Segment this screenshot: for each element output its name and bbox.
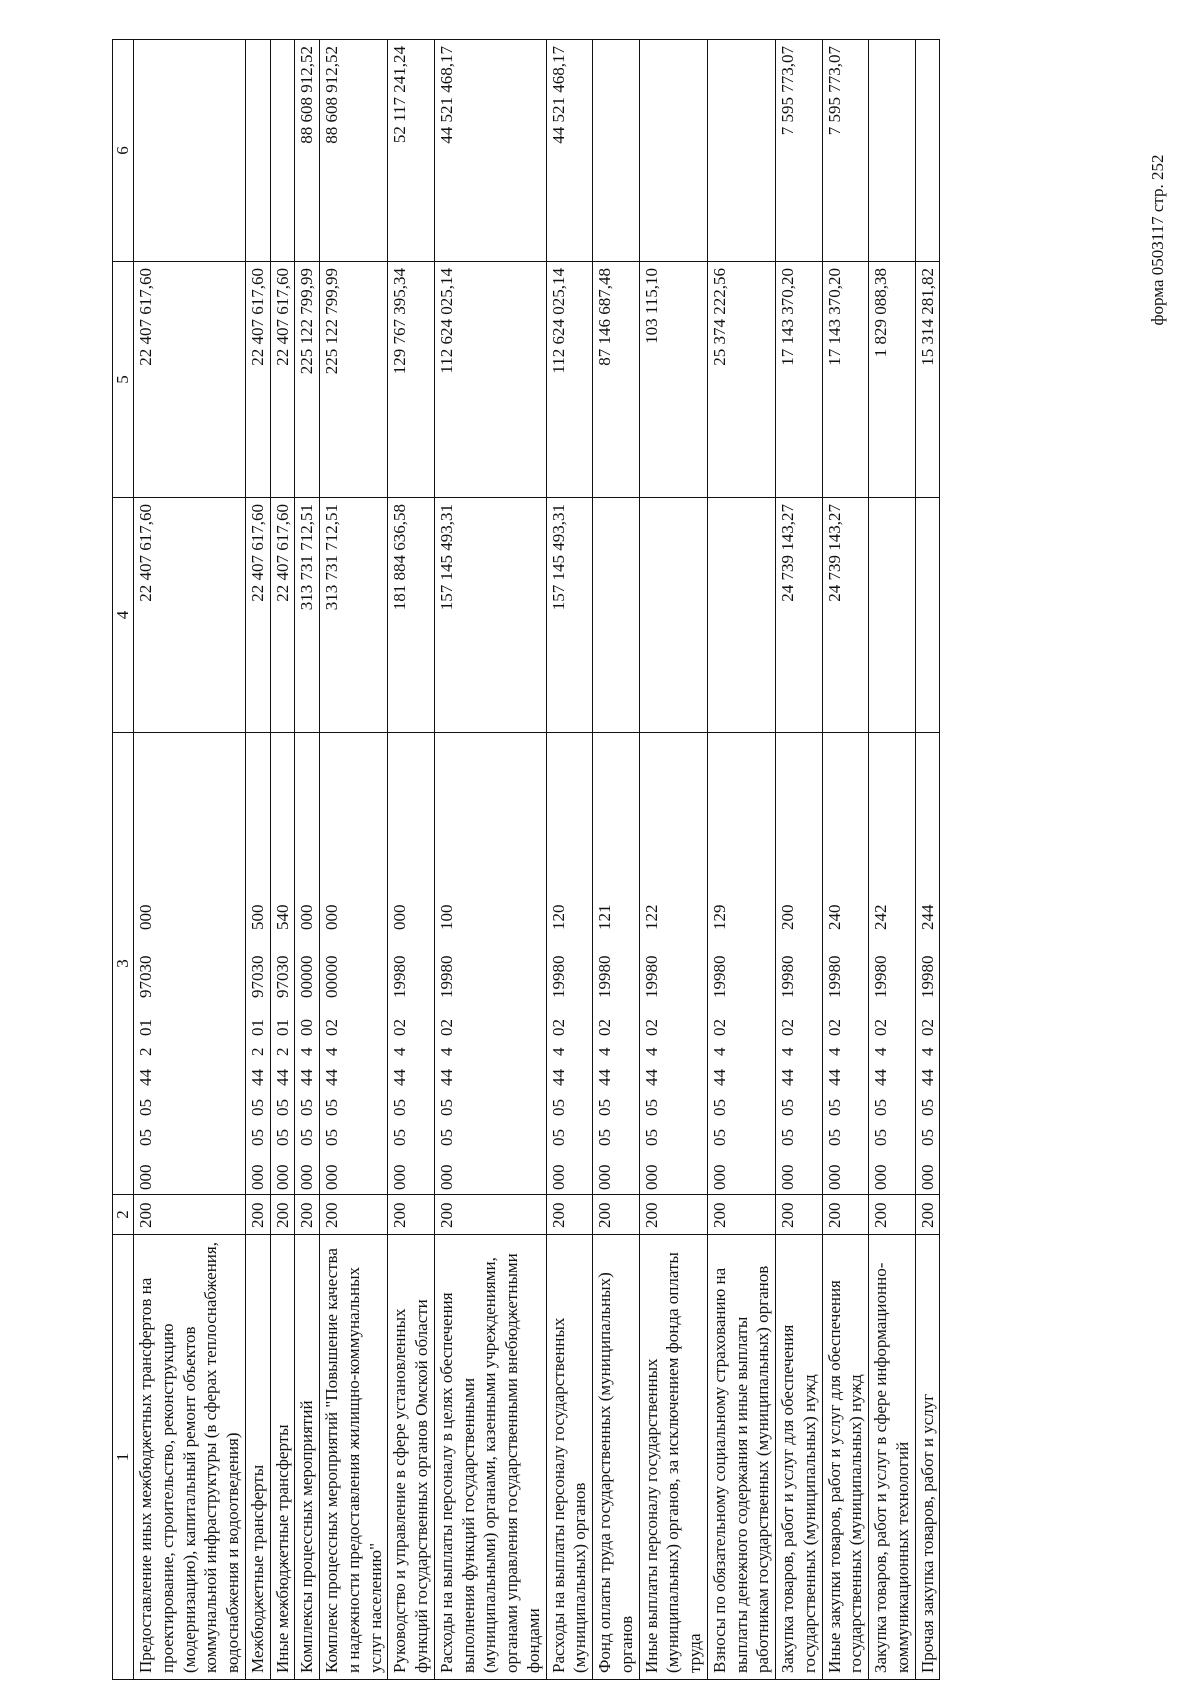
row-value-col4: 24 739 143,27: [776, 498, 823, 733]
table-row: [320, 40, 388, 1680]
column-header: 1: [113, 1235, 134, 1680]
code-segment: 02: [436, 1019, 456, 1036]
form-header: форма 0503117 стр. 252: [1148, 154, 1167, 326]
code-segment: 2: [272, 1047, 292, 1056]
code-segment: 44: [595, 1069, 614, 1086]
row-value-col5: 15 314 281,82: [915, 262, 940, 498]
row-budget-code: [546, 733, 593, 1195]
code-segment: 01: [247, 1019, 267, 1036]
code-segment: 44: [917, 1069, 937, 1086]
code-segment: 01: [272, 1019, 292, 1036]
rotated-page: [112, 40, 1200, 1680]
code-segment: 122: [641, 904, 661, 930]
code-segment: 05: [297, 1099, 317, 1116]
row-value-col6: 88 608 912,52: [320, 40, 388, 262]
row-value-col6: [707, 40, 775, 262]
code-segment: 19980: [436, 955, 456, 998]
code-segment: 200: [778, 904, 797, 930]
code-segment: 129: [709, 904, 729, 930]
code-segment: 02: [871, 1019, 890, 1036]
row-budget-code: [388, 733, 435, 1195]
code-segment: 05: [548, 1099, 568, 1116]
code-segment: 4: [709, 1047, 729, 1056]
row-value-col5: 17 143 370,20: [776, 262, 823, 498]
row-value-col6: 7 595 773,07: [776, 40, 823, 262]
code-segment: 19980: [778, 955, 797, 998]
code-segment: 19980: [595, 955, 614, 998]
row-budget-code: [639, 733, 707, 1195]
row-name: Фонд оплаты труда государственных (муниципальных) органов: [593, 1235, 640, 1680]
code-segment: 4: [824, 1047, 844, 1056]
table-row: [822, 40, 869, 1680]
code-segment: 97030: [247, 955, 267, 998]
row-value-col6: 44 521 468,17: [434, 40, 546, 262]
row-value-col5: 22 407 617,60: [245, 262, 270, 498]
code-segment: 000: [322, 1164, 341, 1190]
row-value-col4: 22 407 617,60: [270, 498, 295, 733]
row-line-code: 200: [915, 1195, 940, 1235]
row-value-col6: [915, 40, 940, 262]
code-segment: 01: [136, 1019, 155, 1036]
column-header: 3: [113, 733, 134, 1195]
table-row: [776, 40, 823, 1680]
code-segment: 44: [871, 1069, 890, 1086]
budget-table: [112, 39, 940, 1680]
row-name: Иные выплаты персоналу государственных (муниципальных) органов, за исключением фонда оплаты труда: [639, 1235, 707, 1680]
code-segment: 4: [297, 1047, 317, 1056]
row-value-col4: 22 407 617,60: [134, 498, 246, 733]
code-segment: 44: [247, 1069, 267, 1086]
table-row: [915, 40, 940, 1680]
row-line-code: 200: [593, 1195, 640, 1235]
row-budget-code: [915, 733, 940, 1195]
code-segment: 05: [641, 1129, 661, 1146]
code-segment: 02: [322, 1019, 341, 1036]
table-row: [245, 40, 270, 1680]
row-value-col5: 103 115,10: [639, 262, 707, 498]
row-value-col5: 225 122 799,99: [295, 262, 320, 498]
code-segment: 000: [548, 1164, 568, 1190]
code-segment: 05: [247, 1129, 267, 1146]
row-line-code: 200: [245, 1195, 270, 1235]
code-segment: 05: [871, 1129, 890, 1146]
code-segment: 05: [778, 1129, 797, 1146]
code-segment: 000: [390, 904, 410, 930]
column-header: 6: [113, 40, 134, 262]
row-name: Комплексы процессных мероприятий: [295, 1235, 320, 1680]
row-name: Предоставление иных межбюджетных трансфертов на проектирование, строительство, реконструкцию (модернизацию), капитальный ремонт объектов коммунальной инфраструктуры (в сферах теплоснабжения, водоснабжения и водоотведения): [134, 1235, 246, 1680]
code-segment: 44: [824, 1069, 844, 1086]
row-value-col4: [915, 498, 940, 733]
code-segment: 000: [871, 1164, 890, 1190]
code-segment: 05: [871, 1099, 890, 1116]
row-name: Взносы по обязательному социальному страхованию на выплаты денежного содержания и иные выплаты работникам государственных (муниципальных) органов: [707, 1235, 775, 1680]
row-budget-code: [295, 733, 320, 1195]
row-value-col4: 157 145 493,31: [546, 498, 593, 733]
code-segment: 02: [709, 1019, 729, 1036]
code-segment: 05: [595, 1099, 614, 1116]
row-name: Руководство и управление в сфере установленных функций государственных органов Омской области: [388, 1235, 435, 1680]
code-segment: 4: [548, 1047, 568, 1056]
row-value-col5: 112 624 025,14: [546, 262, 593, 498]
code-segment: 19980: [917, 955, 937, 998]
code-segment: 000: [436, 1164, 456, 1190]
code-segment: 00000: [297, 955, 317, 998]
row-value-col4: 157 145 493,31: [434, 498, 546, 733]
code-segment: 44: [322, 1069, 341, 1086]
code-segment: 02: [548, 1019, 568, 1036]
row-value-col6: [134, 40, 246, 262]
table-row: [295, 40, 320, 1680]
code-segment: 44: [436, 1069, 456, 1086]
row-budget-code: [270, 733, 295, 1195]
code-segment: 000: [824, 1164, 844, 1190]
row-budget-code: [434, 733, 546, 1195]
code-segment: 97030: [136, 955, 155, 998]
code-segment: 44: [272, 1069, 292, 1086]
table-row: [593, 40, 640, 1680]
row-value-col5: 17 143 370,20: [822, 262, 869, 498]
row-value-col4: [639, 498, 707, 733]
code-segment: 02: [595, 1019, 614, 1036]
row-value-col4: 24 739 143,27: [822, 498, 869, 733]
row-line-code: 200: [822, 1195, 869, 1235]
column-header: 2: [113, 1195, 134, 1235]
column-number-row: [113, 40, 134, 1680]
code-segment: 000: [595, 1164, 614, 1190]
table-row: [869, 40, 916, 1680]
code-segment: 120: [548, 904, 568, 930]
code-segment: 44: [709, 1069, 729, 1086]
code-segment: 4: [322, 1047, 341, 1056]
row-budget-code: [822, 733, 869, 1195]
code-segment: 02: [390, 1019, 410, 1036]
row-value-col5: 1 829 088,38: [869, 262, 916, 498]
table-row: [639, 40, 707, 1680]
code-segment: 121: [595, 904, 614, 930]
code-segment: 44: [641, 1069, 661, 1086]
row-value-col6: [593, 40, 640, 262]
code-segment: 540: [272, 904, 292, 930]
row-line-code: 200: [295, 1195, 320, 1235]
code-segment: 000: [247, 1164, 267, 1190]
code-segment: 19980: [709, 955, 729, 998]
code-segment: 44: [548, 1069, 568, 1086]
table-body: [134, 40, 940, 1680]
row-value-col5: 22 407 617,60: [270, 262, 295, 498]
code-segment: 05: [322, 1099, 341, 1116]
code-segment: 05: [641, 1099, 661, 1116]
code-segment: 05: [436, 1099, 456, 1116]
code-segment: 44: [297, 1069, 317, 1086]
code-segment: 05: [778, 1099, 797, 1116]
code-segment: 000: [136, 904, 155, 930]
code-segment: 19980: [871, 955, 890, 998]
row-budget-code: [869, 733, 916, 1195]
row-value-col6: 7 595 773,07: [822, 40, 869, 262]
code-segment: 2: [136, 1047, 155, 1056]
row-value-col4: 181 884 636,58: [388, 498, 435, 733]
row-name: Комплекс процессных мероприятий "Повышение качества и надежности предоставления жилищно-коммунальных услуг населению": [320, 1235, 388, 1680]
code-segment: 00: [297, 1019, 317, 1036]
code-segment: 05: [272, 1099, 292, 1116]
row-value-col5: 225 122 799,99: [320, 262, 388, 498]
row-value-col5: 129 767 395,34: [388, 262, 435, 498]
code-segment: 000: [136, 1164, 155, 1190]
row-budget-code: [134, 733, 246, 1195]
row-value-col5: 22 407 617,60: [134, 262, 246, 498]
code-segment: 000: [390, 1164, 410, 1190]
code-segment: 05: [247, 1099, 267, 1116]
row-budget-code: [593, 733, 640, 1195]
code-segment: 05: [436, 1129, 456, 1146]
row-value-col4: [869, 498, 916, 733]
row-value-col4: [707, 498, 775, 733]
code-segment: 05: [595, 1129, 614, 1146]
code-segment: 4: [917, 1047, 937, 1056]
code-segment: 000: [709, 1164, 729, 1190]
code-segment: 05: [917, 1099, 937, 1116]
row-value-col6: [270, 40, 295, 262]
table-row: [270, 40, 295, 1680]
code-segment: 05: [297, 1129, 317, 1146]
code-segment: 19980: [641, 955, 661, 998]
code-segment: 000: [297, 904, 317, 930]
code-segment: 000: [272, 1164, 292, 1190]
row-line-code: 200: [434, 1195, 546, 1235]
row-name: Закупка товаров, работ и услуг для обеспечения государственных (муниципальных) нужд: [776, 1235, 823, 1680]
code-segment: 44: [390, 1069, 410, 1086]
row-value-col4: [593, 498, 640, 733]
table-row: [434, 40, 546, 1680]
code-segment: 05: [322, 1129, 341, 1146]
column-header: 5: [113, 262, 134, 498]
row-name: Иные закупки товаров, работ и услуг для обеспечения государственных (муниципальных) нужд: [822, 1235, 869, 1680]
column-header: 4: [113, 498, 134, 733]
code-segment: 242: [871, 904, 890, 930]
row-line-code: 200: [270, 1195, 295, 1235]
row-line-code: 200: [388, 1195, 435, 1235]
code-segment: 4: [436, 1047, 456, 1056]
row-value-col5: 112 624 025,14: [434, 262, 546, 498]
code-segment: 2: [247, 1047, 267, 1056]
row-value-col6: [639, 40, 707, 262]
table-row: [707, 40, 775, 1680]
row-line-code: 200: [776, 1195, 823, 1235]
row-line-code: 200: [707, 1195, 775, 1235]
row-value-col6: 88 608 912,52: [295, 40, 320, 262]
row-name: Расходы на выплаты персоналу в целях обеспечения выполнения функций государственными (муниципальными) органами, казенными учреждениями, органами управления государственными внебюджетными фондами: [434, 1235, 546, 1680]
code-segment: 4: [595, 1047, 614, 1056]
row-value-col4: 22 407 617,60: [245, 498, 270, 733]
row-line-code: 200: [134, 1195, 246, 1235]
code-segment: 02: [824, 1019, 844, 1036]
code-segment: 44: [778, 1069, 797, 1086]
row-budget-code: [320, 733, 388, 1195]
row-name: Расходы на выплаты персоналу государственных (муниципальных) органов: [546, 1235, 593, 1680]
row-value-col6: 52 117 241,24: [388, 40, 435, 262]
row-name: Иные межбюджетные трансферты: [270, 1235, 295, 1680]
code-segment: 02: [917, 1019, 937, 1036]
row-name: Закупка товаров, работ и услуг в сфере информационно-коммуникационных технологий: [869, 1235, 916, 1680]
code-segment: 44: [136, 1069, 155, 1086]
code-segment: 00000: [322, 955, 341, 998]
code-segment: 05: [136, 1099, 155, 1116]
code-segment: 500: [247, 904, 267, 930]
code-segment: 05: [709, 1099, 729, 1116]
table-row: [134, 40, 246, 1680]
row-value-col5: 25 374 222,56: [707, 262, 775, 498]
code-segment: 05: [709, 1129, 729, 1146]
code-segment: 05: [548, 1129, 568, 1146]
table-row: [546, 40, 593, 1680]
row-line-code: 200: [639, 1195, 707, 1235]
code-segment: 05: [917, 1129, 937, 1146]
code-segment: 4: [778, 1047, 797, 1056]
code-segment: 05: [390, 1099, 410, 1116]
code-segment: 05: [272, 1129, 292, 1146]
row-value-col6: [245, 40, 270, 262]
row-budget-code: [707, 733, 775, 1195]
code-segment: 000: [778, 1164, 797, 1190]
row-value-col5: 87 146 687,48: [593, 262, 640, 498]
code-segment: 100: [436, 904, 456, 930]
code-segment: 240: [824, 904, 844, 930]
code-segment: 4: [641, 1047, 661, 1056]
row-value-col4: 313 731 712,51: [295, 498, 320, 733]
code-segment: 05: [824, 1099, 844, 1116]
code-segment: 4: [390, 1047, 410, 1056]
code-segment: 02: [778, 1019, 797, 1036]
row-value-col6: 44 521 468,17: [546, 40, 593, 262]
code-segment: 000: [297, 1164, 317, 1190]
row-line-code: 200: [546, 1195, 593, 1235]
code-segment: 000: [917, 1164, 937, 1190]
code-segment: 19980: [824, 955, 844, 998]
row-budget-code: [245, 733, 270, 1195]
code-segment: 000: [641, 1164, 661, 1190]
code-segment: 05: [824, 1129, 844, 1146]
row-name: Межбюджетные трансферты: [245, 1235, 270, 1680]
code-segment: 4: [871, 1047, 890, 1056]
code-segment: 000: [322, 904, 341, 930]
row-name: Прочая закупка товаров, работ и услуг: [915, 1235, 940, 1680]
code-segment: 19980: [548, 955, 568, 998]
row-value-col4: 313 731 712,51: [320, 498, 388, 733]
row-budget-code: [776, 733, 823, 1195]
row-line-code: 200: [320, 1195, 388, 1235]
code-segment: 244: [917, 904, 937, 930]
code-segment: 05: [390, 1129, 410, 1146]
code-segment: 97030: [272, 955, 292, 998]
table-row: [388, 40, 435, 1680]
code-segment: 05: [136, 1129, 155, 1146]
row-line-code: 200: [869, 1195, 916, 1235]
row-value-col6: [869, 40, 916, 262]
code-segment: 02: [641, 1019, 661, 1036]
code-segment: 19980: [390, 955, 410, 998]
